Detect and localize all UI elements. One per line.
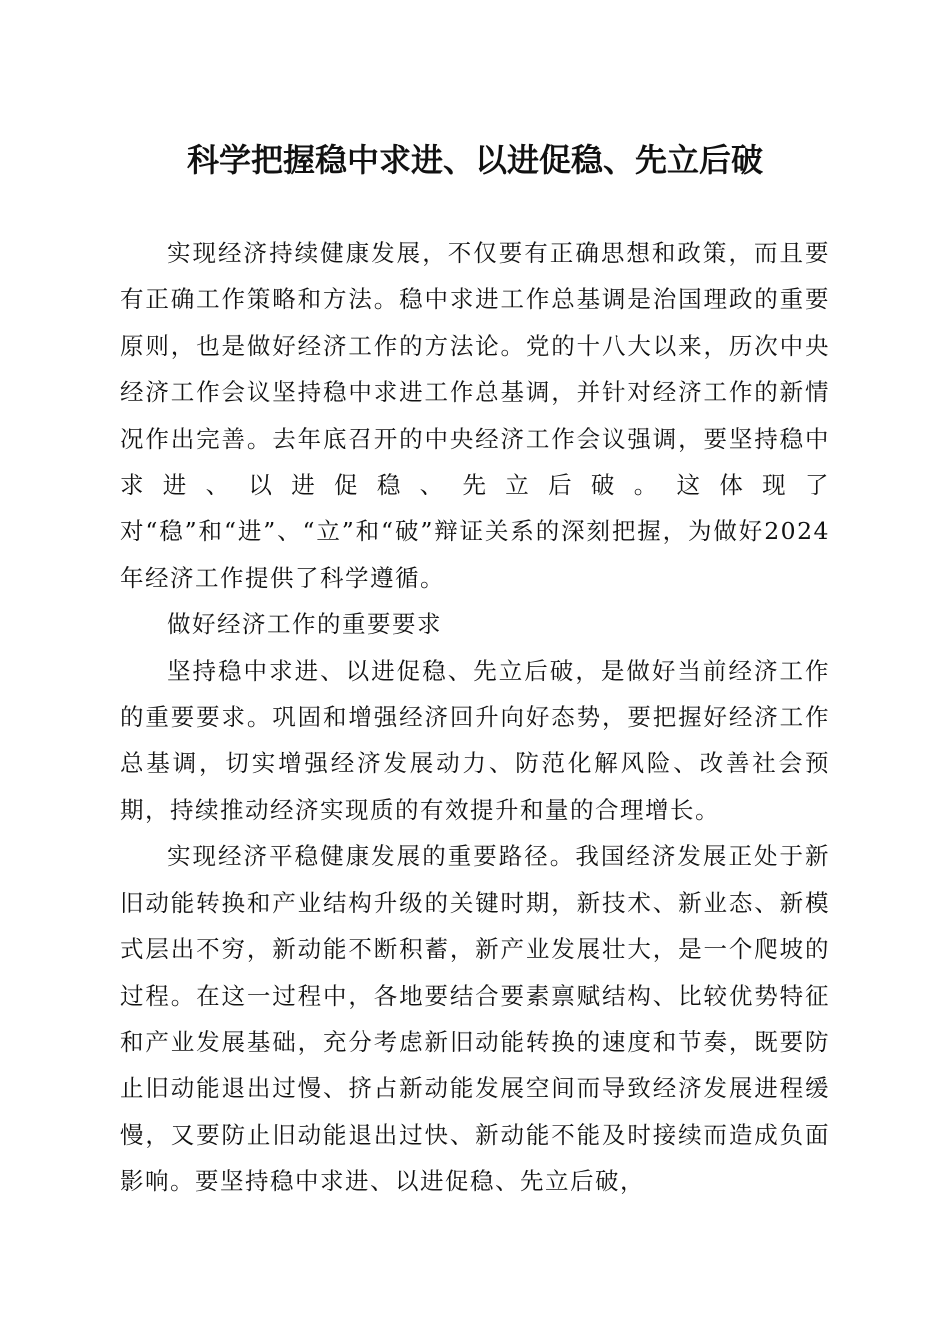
document-body (120, 230, 830, 1205)
paragraph-intro: 实现经济持续健康发展，不仅要有正确思想和政策，而且要有正确工作策略和方法。稳中求进工作总基调是治国理政的重要原则，也是做好经济工作的方法论。党的十八大以来，历次中央经济工作会议坚持稳中求进工作总基调，并针对经济工作的新情况作出完善。去年底召开的中央经济工作会议强调，要坚持稳中求进、以进促稳、先立后破。这体现了对“稳”和“进”、“立”和“破”辩证关系的深刻把握，为做好2024年经济工作提供了科学遵循。 (120, 239, 830, 592)
document-title: 科学把握稳中求进、以进促稳、先立后破 (186, 141, 763, 179)
section-heading: 做好经济工作的重要要求 (167, 610, 442, 639)
paragraph-requirement: 坚持稳中求进、以进促稳、先立后破，是做好当前经济工作的重要要求。巩固和增强经济回升向好态势，要把握好经济工作总基调，切实增强经济发展动力、防范化解风险、改善社会预期，持续推动经济实现质的有效提升和量的合理增长。 (120, 656, 830, 824)
paragraph-path: 实现经济平稳健康发展的重要路径。我国经济发展正处于新旧动能转换和产业结构升级的关键时期，新技术、新业态、新模式层出不穷，新动能不断积蓄，新产业发展壮大，是一个爬坡的过程。在这一过程中，各地要结合要素禀赋结构、比较优势特征和产业发展基础，充分考虑新旧动能转换的速度和节奏，既要防止旧动能退出过慢、挤占新动能发展空间而导致经济发展进程缓慢，又要防止旧动能退出过快、新动能不能及时接续而造成负面影响。要坚持稳中求进、以进促稳、先立后破， (120, 842, 830, 1196)
